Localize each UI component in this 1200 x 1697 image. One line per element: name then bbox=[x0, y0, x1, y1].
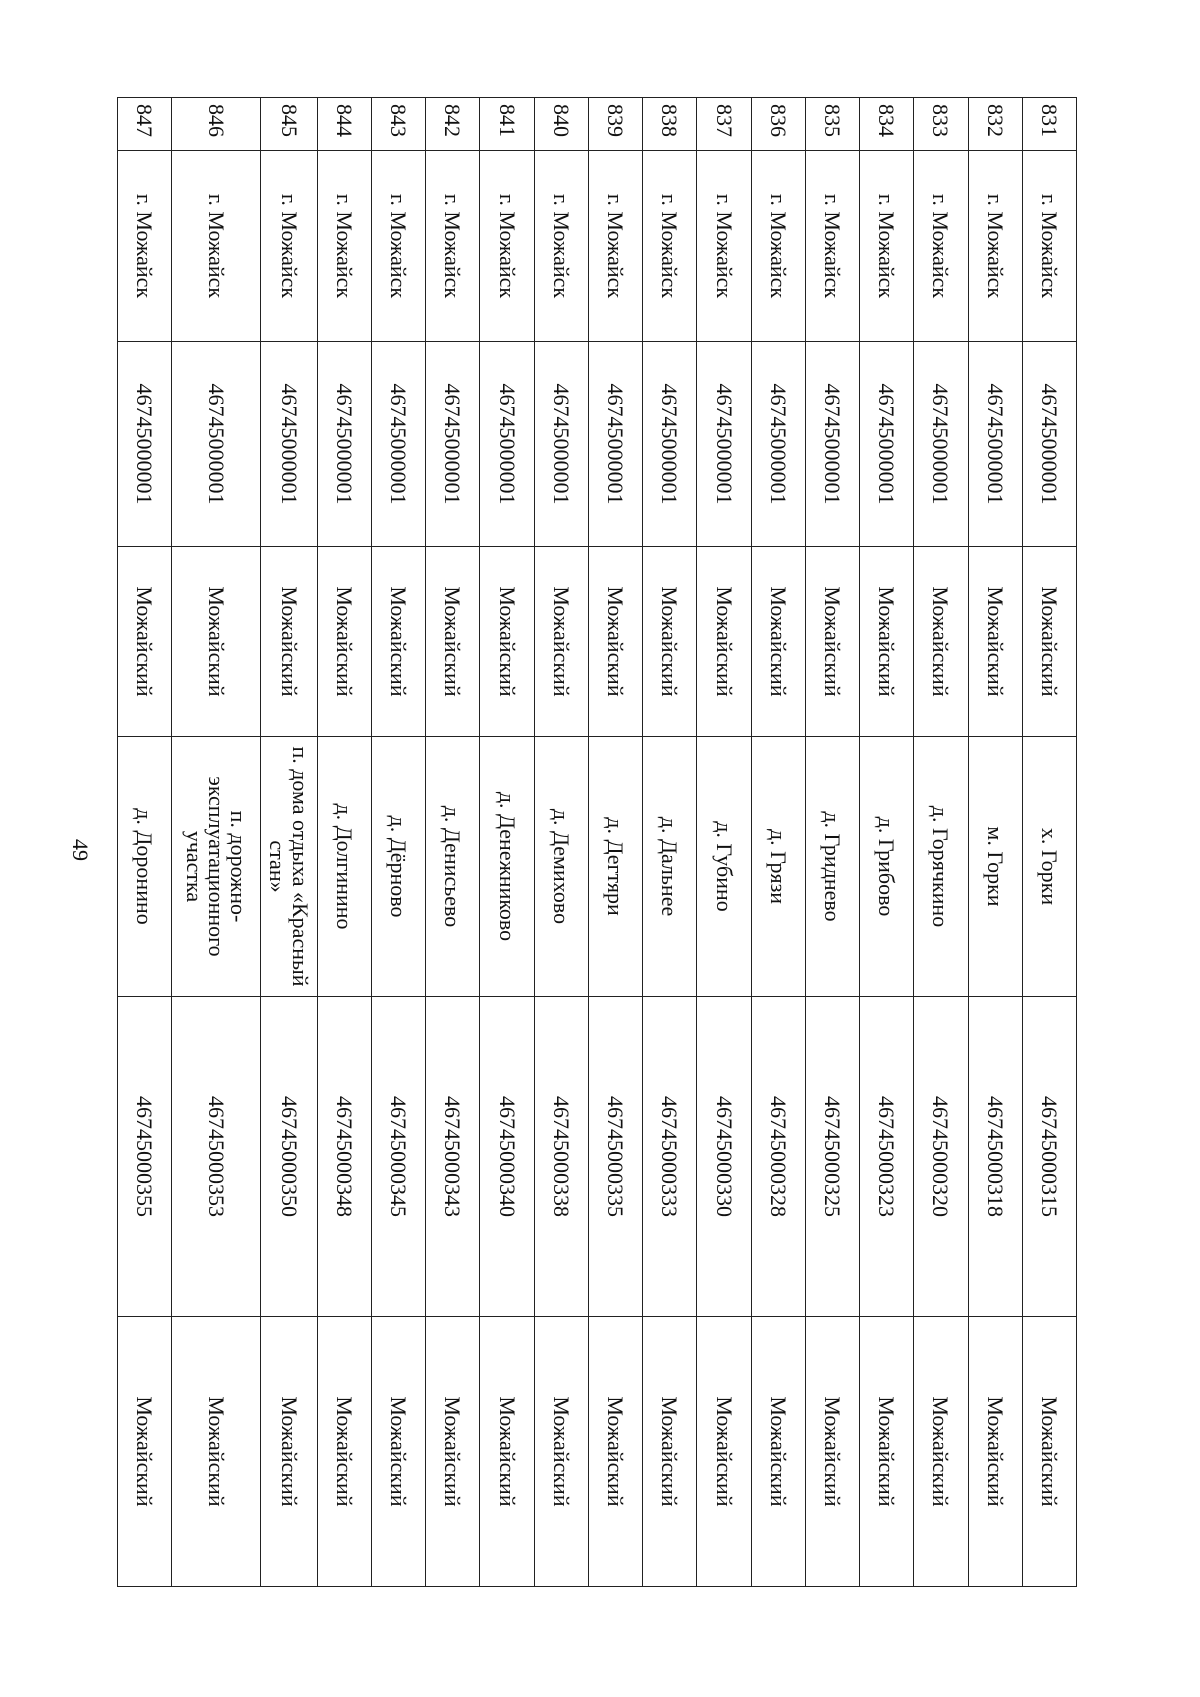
city-okato-cell: 46745000001 bbox=[118, 342, 172, 547]
locality-cell: д. Демихово bbox=[534, 737, 588, 997]
city-cell: г. Можайск bbox=[751, 151, 805, 342]
locality-cell: д. Долгинино bbox=[317, 737, 371, 997]
table-row bbox=[371, 98, 425, 1587]
row-number-cell: 842 bbox=[426, 98, 480, 151]
table-row bbox=[118, 98, 172, 1587]
city-cell: г. Можайск bbox=[805, 151, 859, 342]
locality-cell: д. Дёрново bbox=[371, 737, 425, 997]
city-district-cell: Можайский bbox=[588, 547, 642, 737]
row-number-cell: 837 bbox=[697, 98, 751, 151]
table-row bbox=[968, 98, 1022, 1587]
city-district-cell: Можайский bbox=[805, 547, 859, 737]
table-row bbox=[643, 98, 697, 1587]
rotated-table-wrapper bbox=[117, 97, 1077, 1586]
city-okato-cell: 46745000001 bbox=[860, 342, 914, 547]
locality-district-cell: Можайский bbox=[118, 1317, 172, 1587]
table-row bbox=[172, 98, 261, 1587]
table-row bbox=[480, 98, 534, 1587]
locality-district-cell: Можайский bbox=[534, 1317, 588, 1587]
table-row bbox=[1022, 98, 1076, 1587]
locality-okato-cell: 46745000340 bbox=[480, 997, 534, 1317]
row-number-cell: 836 bbox=[751, 98, 805, 151]
city-okato-cell: 46745000001 bbox=[480, 342, 534, 547]
locality-district-cell: Можайский bbox=[751, 1317, 805, 1587]
locality-okato-cell: 46745000353 bbox=[172, 997, 261, 1317]
row-number-cell: 840 bbox=[534, 98, 588, 151]
locality-okato-cell: 46745000338 bbox=[534, 997, 588, 1317]
table-row bbox=[261, 98, 317, 1587]
city-cell: г. Можайск bbox=[426, 151, 480, 342]
city-cell: г. Можайск bbox=[118, 151, 172, 342]
city-cell: г. Можайск bbox=[968, 151, 1022, 342]
locality-cell: д. Дегтяри bbox=[588, 737, 642, 997]
locality-cell: д. Грибово bbox=[860, 737, 914, 997]
locality-okato-cell: 46745000343 bbox=[426, 997, 480, 1317]
city-district-cell: Можайский bbox=[534, 547, 588, 737]
row-number-cell: 846 bbox=[172, 98, 261, 151]
locality-okato-cell: 46745000333 bbox=[643, 997, 697, 1317]
row-number-cell: 838 bbox=[643, 98, 697, 151]
table-row bbox=[805, 98, 859, 1587]
city-district-cell: Можайский bbox=[697, 547, 751, 737]
row-number-cell: 831 bbox=[1022, 98, 1076, 151]
city-okato-cell: 46745000001 bbox=[317, 342, 371, 547]
city-okato-cell: 46745000001 bbox=[968, 342, 1022, 547]
locality-district-cell: Можайский bbox=[968, 1317, 1022, 1587]
locality-district-cell: Можайский bbox=[643, 1317, 697, 1587]
city-district-cell: Можайский bbox=[317, 547, 371, 737]
city-okato-cell: 46745000001 bbox=[805, 342, 859, 547]
city-cell: г. Можайск bbox=[860, 151, 914, 342]
city-district-cell: Можайский bbox=[118, 547, 172, 737]
locality-cell: п. дома отдыха «Красный стан» bbox=[261, 737, 317, 997]
city-okato-cell: 46745000001 bbox=[588, 342, 642, 547]
table-row bbox=[426, 98, 480, 1587]
locality-district-cell: Можайский bbox=[588, 1317, 642, 1587]
row-number-cell: 845 bbox=[261, 98, 317, 151]
locality-okato-cell: 46745000335 bbox=[588, 997, 642, 1317]
row-number-cell: 839 bbox=[588, 98, 642, 151]
page-number: 49 bbox=[68, 839, 93, 861]
city-district-cell: Можайский bbox=[261, 547, 317, 737]
city-okato-cell: 46745000001 bbox=[697, 342, 751, 547]
table-row bbox=[697, 98, 751, 1587]
locality-okato-cell: 46745000350 bbox=[261, 997, 317, 1317]
locality-district-cell: Можайский bbox=[1022, 1317, 1076, 1587]
row-number-cell: 834 bbox=[860, 98, 914, 151]
locality-okato-cell: 46745000348 bbox=[317, 997, 371, 1317]
city-district-cell: Можайский bbox=[480, 547, 534, 737]
row-number-cell: 843 bbox=[371, 98, 425, 151]
table-row bbox=[860, 98, 914, 1587]
city-cell: г. Можайск bbox=[534, 151, 588, 342]
city-cell: г. Можайск bbox=[317, 151, 371, 342]
city-okato-cell: 46745000001 bbox=[1022, 342, 1076, 547]
city-cell: г. Можайск bbox=[914, 151, 968, 342]
row-number-cell: 841 bbox=[480, 98, 534, 151]
locality-cell: д. Доронино bbox=[118, 737, 172, 997]
locality-district-cell: Можайский bbox=[860, 1317, 914, 1587]
locality-cell: д. Денежниково bbox=[480, 737, 534, 997]
table-row bbox=[317, 98, 371, 1587]
city-district-cell: Можайский bbox=[1022, 547, 1076, 737]
locality-okato-cell: 46745000355 bbox=[118, 997, 172, 1317]
locality-okato-cell: 46745000330 bbox=[697, 997, 751, 1317]
locality-cell: д. Денисьево bbox=[426, 737, 480, 997]
locality-district-cell: Можайский bbox=[261, 1317, 317, 1587]
locality-district-cell: Можайский bbox=[914, 1317, 968, 1587]
locality-okato-cell: 46745000318 bbox=[968, 997, 1022, 1317]
locality-cell: х. Горки bbox=[1022, 737, 1076, 997]
city-cell: г. Можайск bbox=[697, 151, 751, 342]
row-number-cell: 844 bbox=[317, 98, 371, 151]
table-body bbox=[118, 98, 1077, 1587]
locality-district-cell: Можайский bbox=[426, 1317, 480, 1587]
city-cell: г. Можайск bbox=[1022, 151, 1076, 342]
city-district-cell: Можайский bbox=[860, 547, 914, 737]
locality-cell: д. Гриднево bbox=[805, 737, 859, 997]
city-district-cell: Можайский bbox=[172, 547, 261, 737]
city-okato-cell: 46745000001 bbox=[371, 342, 425, 547]
city-okato-cell: 46745000001 bbox=[426, 342, 480, 547]
city-okato-cell: 46745000001 bbox=[643, 342, 697, 547]
locality-okato-cell: 46745000345 bbox=[371, 997, 425, 1317]
table-row bbox=[751, 98, 805, 1587]
city-cell: г. Можайск bbox=[588, 151, 642, 342]
row-number-cell: 833 bbox=[914, 98, 968, 151]
table-row bbox=[534, 98, 588, 1587]
city-cell: г. Можайск bbox=[261, 151, 317, 342]
locality-cell: д. Губино bbox=[697, 737, 751, 997]
table-row bbox=[914, 98, 968, 1587]
row-number-cell: 835 bbox=[805, 98, 859, 151]
locality-cell: д. Дальнее bbox=[643, 737, 697, 997]
city-okato-cell: 46745000001 bbox=[261, 342, 317, 547]
city-cell: г. Можайск bbox=[172, 151, 261, 342]
table-row bbox=[588, 98, 642, 1587]
city-district-cell: Можайский bbox=[643, 547, 697, 737]
locality-district-cell: Можайский bbox=[317, 1317, 371, 1587]
city-district-cell: Можайский bbox=[968, 547, 1022, 737]
city-okato-cell: 46745000001 bbox=[914, 342, 968, 547]
city-district-cell: Можайский bbox=[914, 547, 968, 737]
locality-district-cell: Можайский bbox=[697, 1317, 751, 1587]
city-district-cell: Можайский bbox=[751, 547, 805, 737]
locality-district-cell: Можайский bbox=[480, 1317, 534, 1587]
locality-district-cell: Можайский bbox=[805, 1317, 859, 1587]
locality-cell: п. дорожно-эксплуатационного участка bbox=[172, 737, 261, 997]
city-cell: г. Можайск bbox=[643, 151, 697, 342]
city-district-cell: Можайский bbox=[371, 547, 425, 737]
city-okato-cell: 46745000001 bbox=[751, 342, 805, 547]
city-district-cell: Можайский bbox=[426, 547, 480, 737]
row-number-cell: 847 bbox=[118, 98, 172, 151]
row-number-cell: 832 bbox=[968, 98, 1022, 151]
locality-okato-cell: 46745000328 bbox=[751, 997, 805, 1317]
locality-okato-cell: 46745000320 bbox=[914, 997, 968, 1317]
locality-okato-cell: 46745000315 bbox=[1022, 997, 1076, 1317]
city-cell: г. Можайск bbox=[371, 151, 425, 342]
locality-cell: д. Горячкино bbox=[914, 737, 968, 997]
locality-okato-cell: 46745000325 bbox=[805, 997, 859, 1317]
city-okato-cell: 46745000001 bbox=[534, 342, 588, 547]
locality-district-cell: Можайский bbox=[172, 1317, 261, 1587]
city-cell: г. Можайск bbox=[480, 151, 534, 342]
city-okato-cell: 46745000001 bbox=[172, 342, 261, 547]
locality-okato-cell: 46745000323 bbox=[860, 997, 914, 1317]
locality-district-cell: Можайский bbox=[371, 1317, 425, 1587]
locality-cell: м. Горки bbox=[968, 737, 1022, 997]
settlements-table bbox=[117, 97, 1077, 1587]
locality-cell: д. Грязи bbox=[751, 737, 805, 997]
